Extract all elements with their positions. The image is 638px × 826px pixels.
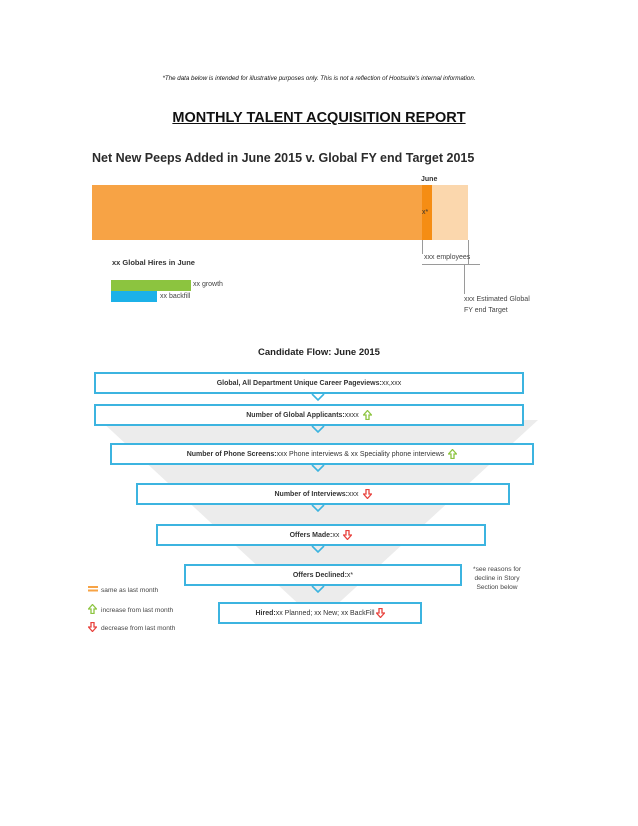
report-title: MONTHLY TALENT ACQUISITION REPORT [172, 110, 466, 126]
flow-step-interviews [136, 483, 510, 505]
up-arrow-icon [88, 604, 98, 616]
net-new-chart-title: Net New Peeps Added in June 2015 v. Global FY end Target 2015 [92, 151, 475, 165]
flow-step-label: Hired: [255, 609, 276, 617]
flow-step-value: x* [346, 571, 354, 579]
legend-decrease-label: decrease from last month [101, 624, 176, 632]
down-arrow-icon [88, 622, 98, 634]
flow-step-value: xxxx [344, 411, 359, 419]
flow-step-value: xx [332, 531, 340, 539]
employees-label: xxx employees [424, 254, 471, 261]
legend-decrease [88, 622, 175, 634]
same-icon [88, 586, 98, 594]
down-arrow-icon [363, 489, 372, 499]
target-leader-line [464, 264, 465, 294]
flow-step-label: Number of Global Applicants: [246, 411, 345, 419]
flow-step-label: Global, All Department Unique Career Pageviews: [216, 379, 382, 387]
disclaimer-text: *The data below is intended for illustrative purposes only. This is not a reflection of Hootsuite's internal information. [162, 75, 476, 82]
target-remaining-bar [432, 185, 468, 240]
backfill-label: xx backfill [160, 293, 191, 300]
target-label-line2: FY end Target [464, 307, 508, 314]
target-leader-line-top [468, 240, 469, 265]
decline-note-line3: Section below [476, 584, 518, 591]
target-label-line1: xxx Estimated Global [464, 296, 530, 303]
growth-label: xx growth [193, 281, 223, 288]
flow-step-value: xxx [348, 490, 359, 498]
down-arrow-icon [376, 608, 385, 618]
flow-step-label: Number of Interviews: [274, 490, 348, 498]
backfill-swatch [111, 291, 157, 302]
decline-note-line1: *see reasons for [473, 566, 522, 573]
legend-same [88, 586, 158, 594]
employees-underline [422, 264, 480, 265]
legend-increase [88, 604, 173, 616]
flow-step-applicants [94, 404, 524, 426]
global-hires-label: xx Global Hires in June [112, 258, 195, 267]
target-label [464, 294, 530, 316]
june-value-label: x* [422, 209, 429, 216]
flow-step-label: Number of Phone Screens: [186, 450, 277, 458]
flow-step-value: xxx Phone interviews & xx Speciality phone interviews [276, 450, 445, 458]
flow-step-label: Offers Made: [289, 531, 333, 539]
flow-step-offers-declined [184, 564, 462, 586]
flow-step-offers-made [156, 524, 486, 546]
june-label: June [421, 176, 438, 183]
down-arrow-icon [343, 530, 352, 540]
legend-same-label: same as last month [101, 586, 159, 594]
candidate-flow-title: Candidate Flow: June 2015 [258, 347, 380, 358]
flow-step-value: xx,xxx [381, 379, 402, 387]
up-arrow-icon [363, 410, 372, 420]
growth-swatch [111, 280, 191, 291]
flow-step-value: xx Planned; xx New; xx BackFill [275, 609, 375, 617]
decline-note-line2: decline in Story [474, 575, 520, 582]
flow-step-phone-screens [110, 443, 534, 465]
legend-increase-label: increase from last month [101, 606, 174, 614]
connector-chevron-icon [312, 394, 324, 400]
flow-step-label: Offers Declined: [292, 571, 347, 579]
existing-employees-bar [92, 185, 422, 240]
up-arrow-icon [448, 449, 457, 459]
flow-step-pageviews [94, 372, 524, 394]
flow-step-hired [218, 602, 422, 624]
decline-note [473, 565, 521, 592]
employees-leader-line [422, 240, 423, 254]
